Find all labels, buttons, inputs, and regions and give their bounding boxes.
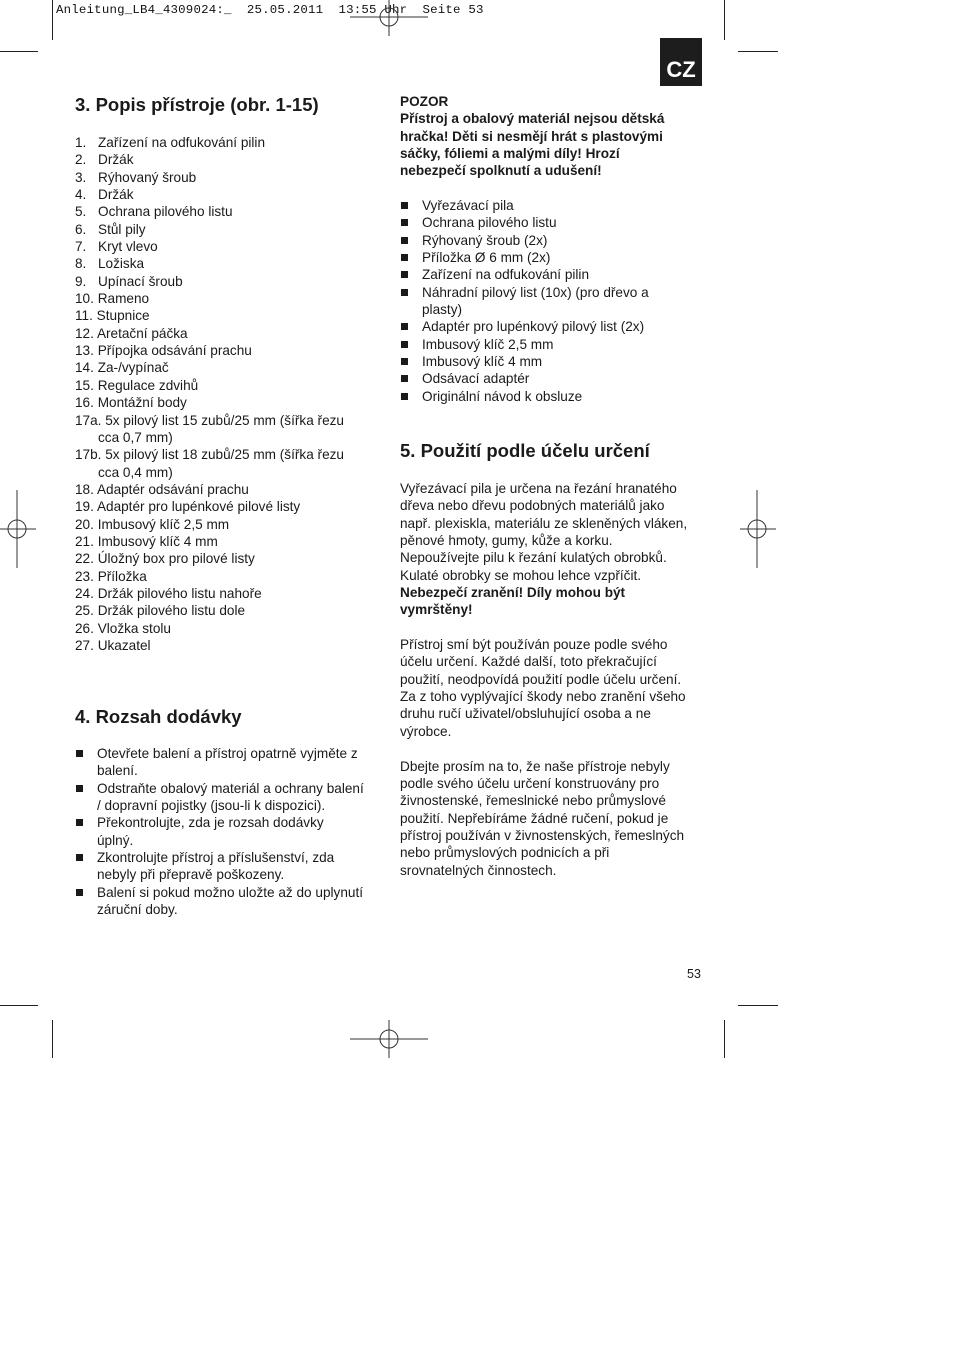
item-text: Vložka stolu	[97, 620, 171, 636]
item-text: Aretační páčka	[96, 325, 188, 341]
text-line: Nebezpečí zranění! Díly mohou být	[400, 585, 626, 601]
text-line: přístroj používán v živnostenských, řemeslných	[400, 827, 685, 843]
intended-use-text	[400, 480, 710, 879]
warning-line: hračka! Děti si nesmějí hrát s plastovými	[400, 128, 663, 144]
item-number: 21.	[75, 533, 94, 549]
item-text: Kryt vlevo	[98, 239, 158, 255]
text-line: výrobce.	[400, 723, 452, 739]
item-number: 15.	[75, 377, 94, 393]
list-item	[75, 255, 375, 272]
item-text: Za-/vypínač	[97, 360, 169, 376]
bullet-icon	[401, 341, 408, 348]
list-item	[75, 134, 375, 151]
warning-line: Přístroj a obalový materiál nejsou dětská	[400, 111, 665, 127]
crop-mark	[52, 0, 53, 40]
bullet-icon	[401, 254, 408, 261]
bullet-icon	[401, 219, 408, 226]
text-line: nebo průmyslových podnicích a při	[400, 845, 610, 861]
item-number: 24.	[75, 585, 94, 601]
registration-mark-left	[0, 490, 36, 568]
item-text: Držák	[98, 187, 134, 203]
item-text: Úložný box pro pilové listy	[97, 551, 255, 567]
item-number: 2.	[75, 152, 87, 168]
list-item	[75, 446, 375, 463]
bullet-icon	[401, 358, 408, 365]
item-text: Stůl pily	[98, 221, 146, 237]
item-text: Adaptér odsávání prachu	[96, 481, 249, 497]
registration-mark-right	[740, 490, 776, 568]
scope-steps-list	[75, 745, 385, 918]
list-item	[75, 273, 375, 290]
list-item	[400, 388, 700, 405]
list-item	[75, 412, 375, 429]
text-line: podle svého účelu určení konstruovány pro	[400, 775, 660, 791]
text-line: srovnatelných činnostech.	[400, 862, 557, 878]
list-item	[400, 232, 700, 249]
item-line: záruční doby.	[97, 902, 178, 918]
bullet-icon	[401, 271, 408, 278]
item-number: 16.	[75, 395, 94, 411]
item-line: úplný.	[97, 832, 134, 848]
list-item	[400, 214, 700, 231]
item-number: 9.	[75, 273, 87, 289]
item-text: Imbusový klíč 2,5 mm	[97, 516, 230, 532]
list-item	[75, 780, 385, 815]
item-text: Ložiska	[98, 256, 145, 272]
item-line: Ochrana pilového listu	[422, 215, 557, 231]
item-line: Originální návod k obsluze	[422, 388, 583, 404]
list-item	[75, 238, 375, 255]
list-item	[75, 203, 375, 220]
registration-mark-top	[350, 0, 428, 36]
list-item	[75, 498, 375, 515]
item-line: Rýhovaný šroub (2x)	[422, 232, 548, 248]
item-number: 10.	[75, 291, 94, 307]
item-number: 3.	[75, 169, 87, 185]
item-number: 1.	[75, 135, 87, 150]
item-number: 17a.	[75, 412, 102, 428]
item-number: 25.	[75, 603, 94, 619]
list-item	[400, 284, 700, 319]
item-line: Odstraňte obalový materiál a ochrany balení	[97, 780, 364, 796]
item-number: 17b.	[75, 447, 102, 463]
item-line: Odsávací adaptér	[422, 371, 530, 387]
list-item	[75, 151, 375, 168]
item-line: Překontrolujte, zda je rozsah dodávky	[97, 815, 324, 831]
list-item	[75, 550, 375, 567]
crop-mark	[724, 1020, 725, 1058]
paragraph	[400, 480, 710, 619]
list-item	[75, 516, 375, 533]
list-item	[75, 221, 375, 238]
item-number: 11.	[75, 308, 93, 324]
section3-title: 3. Popis přístroje (obr. 1-15)	[75, 94, 319, 115]
list-item	[400, 318, 700, 335]
list-item	[400, 370, 700, 387]
list-item	[75, 620, 375, 637]
crop-mark	[738, 51, 778, 52]
item-number: 6.	[75, 221, 87, 237]
item-line: Balení si pokud možno uložte až do uplynutí	[97, 884, 364, 900]
registration-mark-bottom	[350, 1020, 428, 1058]
list-item	[75, 325, 375, 342]
warning-line: sáčky, fóliemi a malými díly! Hrozí	[400, 146, 620, 162]
list-item	[75, 533, 375, 550]
item-text: Ochrana pilového listu	[98, 204, 233, 220]
list-item	[75, 814, 385, 849]
text-line: Vyřezávací pila je určena na řezání hranatého	[400, 481, 677, 496]
item-text: Ukazatel	[97, 637, 151, 653]
bullet-icon	[401, 289, 408, 296]
list-item	[400, 336, 700, 353]
parts-list	[75, 134, 375, 654]
text-line: Za z toho vyplývající škody nebo zranění všeho	[400, 689, 686, 705]
item-text: Regulace zdvihů	[97, 377, 199, 393]
text-line: Kulaté obrobky se mohou lehce vzpříčit.	[400, 567, 642, 583]
bullet-icon	[401, 375, 408, 382]
list-item	[75, 602, 375, 619]
item-number: 7.	[75, 239, 87, 255]
list-item	[400, 266, 700, 283]
item-number: 23.	[75, 568, 94, 584]
list-item	[75, 377, 375, 394]
delivery-list	[400, 197, 700, 405]
item-text: Stupnice	[96, 308, 150, 324]
item-line: Vyřezávací pila	[422, 198, 514, 213]
item-number: 14.	[75, 360, 94, 376]
paragraph	[400, 636, 710, 740]
list-item	[75, 169, 375, 186]
section4-title: 4. Rozsah dodávky	[75, 706, 242, 727]
text-line: pěnové hmoty, gumy, kůže a korku.	[400, 533, 613, 549]
list-item	[400, 249, 700, 266]
list-item	[75, 849, 385, 884]
text-line: použití. Nepřebíráme žádné ručení, pokud je	[400, 810, 669, 826]
item-number: 4.	[75, 187, 87, 203]
warning-heading: POZOR	[400, 94, 449, 109]
bullet-icon	[401, 393, 408, 400]
item-number: 20.	[75, 516, 94, 532]
item-text: Držák pilového listu nahoře	[97, 585, 262, 601]
bullet-icon	[401, 323, 408, 330]
paragraph	[400, 758, 710, 879]
crop-mark	[52, 1020, 53, 1058]
text-line: použití, neodpovídá použití podle účelu určení.	[400, 671, 682, 687]
text-line: druhu ručí uživatel/obsluhující osoba a ne	[400, 706, 651, 722]
item-text: Rýhovaný šroub	[98, 169, 197, 185]
page-number: 53	[687, 967, 701, 981]
text-line: živnostenské, řemeslnické nebo průmyslové	[400, 793, 666, 809]
item-line: Náhradní pilový list (10x) (pro dřevo a	[422, 284, 649, 300]
crop-mark	[0, 51, 38, 52]
item-text: Držák pilového listu dole	[97, 603, 246, 619]
item-line: Imbusový klíč 4 mm	[422, 354, 543, 370]
item-text: Držák	[98, 152, 134, 168]
list-item	[75, 884, 385, 919]
text-line: Přístroj smí být používán pouze podle svého	[400, 637, 668, 653]
list-item	[75, 307, 375, 324]
language-badge: CZ	[660, 38, 702, 86]
text-line: např. plexiskla, materiálu ze skleněných vláken,	[400, 515, 688, 531]
item-text: Rameno	[97, 291, 150, 307]
crop-mark	[738, 1005, 778, 1006]
list-item	[75, 290, 375, 307]
item-text: 5x pilový list 18 zubů/25 mm (šířka řezu	[105, 447, 344, 463]
item-text: 5x pilový list 15 zubů/25 mm (šířka řezu	[105, 412, 344, 428]
item-line: Imbusový klíč 2,5 mm	[422, 336, 554, 352]
bullet-icon	[76, 854, 83, 861]
list-item	[75, 342, 375, 359]
section5-title: 5. Použití podle účelu určení	[400, 440, 650, 461]
item-number: 26.	[75, 620, 94, 636]
bullet-icon	[401, 202, 408, 209]
item-line: Adaptér pro lupénkový pilový list (2x)	[422, 319, 645, 335]
bullet-icon	[76, 750, 83, 757]
bullet-icon	[76, 819, 83, 826]
item-number: 5.	[75, 204, 87, 220]
list-item-continuation: cca 0,7 mm)	[98, 429, 173, 445]
list-item	[75, 637, 375, 654]
bullet-icon	[401, 237, 408, 244]
crop-mark	[0, 1005, 38, 1006]
list-item	[75, 585, 375, 602]
item-line: Zkontrolujte přístroj a příslušenství, zda	[97, 850, 335, 866]
item-text: Adaptér pro lupénkové pilové listy	[96, 499, 301, 515]
item-text: Montážní body	[97, 395, 187, 411]
item-text: Příložka	[97, 568, 147, 584]
item-number: 13.	[75, 343, 94, 359]
item-line: Zařízení na odfukování pilin	[422, 267, 590, 283]
list-item	[75, 359, 375, 376]
item-number: 22.	[75, 551, 94, 567]
item-line: Otevřete balení a přístroj opatrně vyjměte z	[97, 746, 358, 761]
item-text: Přípojka odsávání prachu	[97, 343, 252, 359]
bullet-icon	[76, 785, 83, 792]
list-item	[75, 745, 385, 780]
item-text: Imbusový klíč 4 mm	[97, 533, 218, 549]
bullet-icon	[76, 889, 83, 896]
text-line: vymrštěny!	[400, 602, 473, 618]
text-line: dřeva nebo dřevu podobných materiálů jako	[400, 498, 665, 514]
warning-line: nebezpečí spolknutí a udušení!	[400, 163, 602, 179]
item-line: balení.	[97, 763, 138, 779]
item-text: Upínací šroub	[98, 273, 183, 289]
list-item	[75, 568, 375, 585]
list-item	[400, 353, 700, 370]
list-item	[75, 186, 375, 203]
list-item-continuation: cca 0,4 mm)	[98, 464, 173, 480]
list-item	[75, 481, 375, 498]
text-line: Nepoužívejte pilu k řezání kulatých obrobků.	[400, 550, 667, 566]
text-line: účelu určení. Každé další, toto překračující	[400, 654, 657, 670]
item-number: 19.	[75, 499, 94, 515]
item-number: 18.	[75, 481, 94, 497]
list-item	[400, 197, 700, 214]
item-line: nebyly při přepravě poškozeny.	[97, 867, 285, 883]
warning-block	[400, 93, 700, 180]
item-line: / dopravní pojistky (jsou-li k dispozici).	[97, 798, 326, 814]
item-line: Příložka Ø 6 mm (2x)	[422, 250, 551, 266]
item-line: plasty)	[422, 302, 463, 318]
list-item	[75, 394, 375, 411]
print-header: Anleitung_LB4_4309024:_ 25.05.2011 13:55 Uhr Seite 53	[56, 3, 484, 17]
crop-mark	[724, 0, 725, 40]
item-number: 12.	[75, 325, 94, 341]
text-line: Dbejte prosím na to, že naše přístroje nebyly	[400, 758, 670, 774]
item-text: Zařízení na odfukování pilin	[98, 135, 266, 150]
item-number: 8.	[75, 256, 87, 272]
item-number: 27.	[75, 637, 94, 653]
